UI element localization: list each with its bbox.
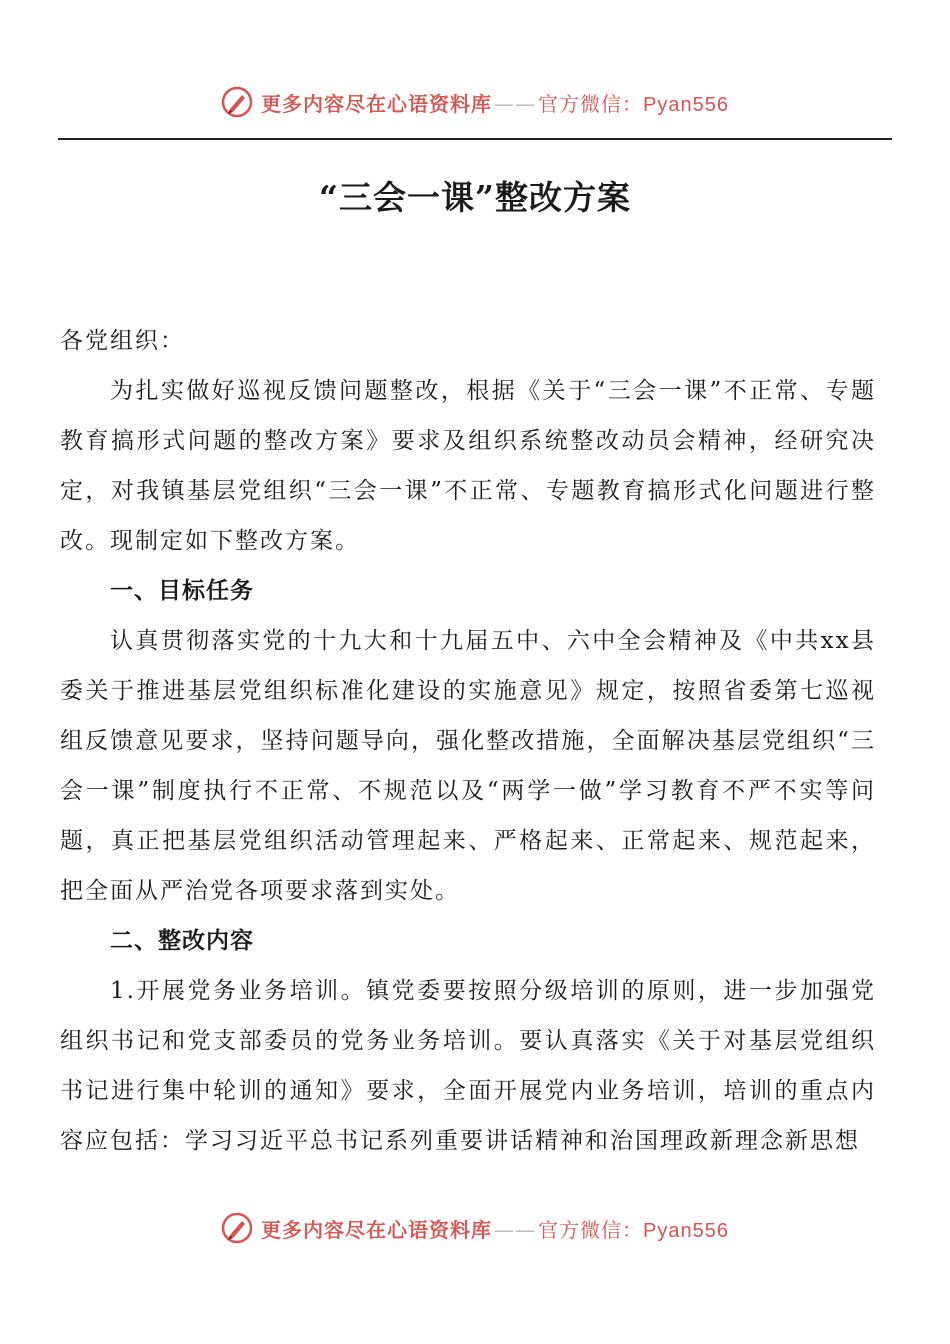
section-heading: 一、目标任务 [110,578,254,604]
intro-paragraph: 为扎实做好巡视反馈问题整改，根据《关于“三会一课”不正常、专题教育搞形式问题的整改方案》要求及组织系统整改动员会精神，经研究决定，对我镇基层党组织“三会一课”不正常、专题教育搞形式化问题进行整改。现制定如下整改方案。 [60,378,876,554]
watermark-separator: —— [494,91,537,116]
section-heading: 二、整改内容 [110,928,254,954]
watermark-brand: 更多内容尽在心语资料库 [261,91,493,116]
section-paragraph: 认真贯彻落实党的十九大和十九届五中、六中全会精神及《中共xx县委关于推进基层党组织标准化建设的实施意见》规定，按照省委第七巡视组反馈意见要求，坚持问题导向，强化整改措施，全面解决基层党组织“三会一课”制度执行不正常、不规范以及“两学一做”学习教育不严不实等问题，真正把基层党组织活动管理起来、严格起来、正常起来、规范起来，把全面从严治党各项要求落到实处。 [60,628,876,904]
footer-watermark [0,1212,950,1244]
pen-logo-icon [221,1212,253,1244]
header-divider [58,138,892,140]
watermark-text [261,88,729,117]
watermark-contact-id: Pyan556 [643,93,729,116]
document-body [60,316,876,1166]
section-paragraph: 1.开展党务业务培训。镇党委要按照分级培训的原则，进一步加强党组织书记和党支部委员的党务业务培训。要认真落实《关于对基层党组织书记进行集中轮训的通知》要求，全面开展党内业务培训，培训的重点内容应包括：学习习近平总书记系列重要讲话精神和治国理政新理念新思想 [60,978,876,1154]
watermark-contact-label: 官方微信： [538,1217,644,1242]
header-watermark [0,86,950,118]
watermark-brand: 更多内容尽在心语资料库 [261,1217,493,1242]
watermark-contact-id: Pyan556 [643,1219,729,1242]
document-title: “三会一课”整改方案 [319,178,631,217]
watermark-separator: —— [494,1217,537,1242]
pen-logo-icon [221,86,253,118]
watermark-contact-label: 官方微信： [538,91,644,116]
watermark-text [261,1214,729,1243]
salutation: 各党组织： [60,328,185,354]
